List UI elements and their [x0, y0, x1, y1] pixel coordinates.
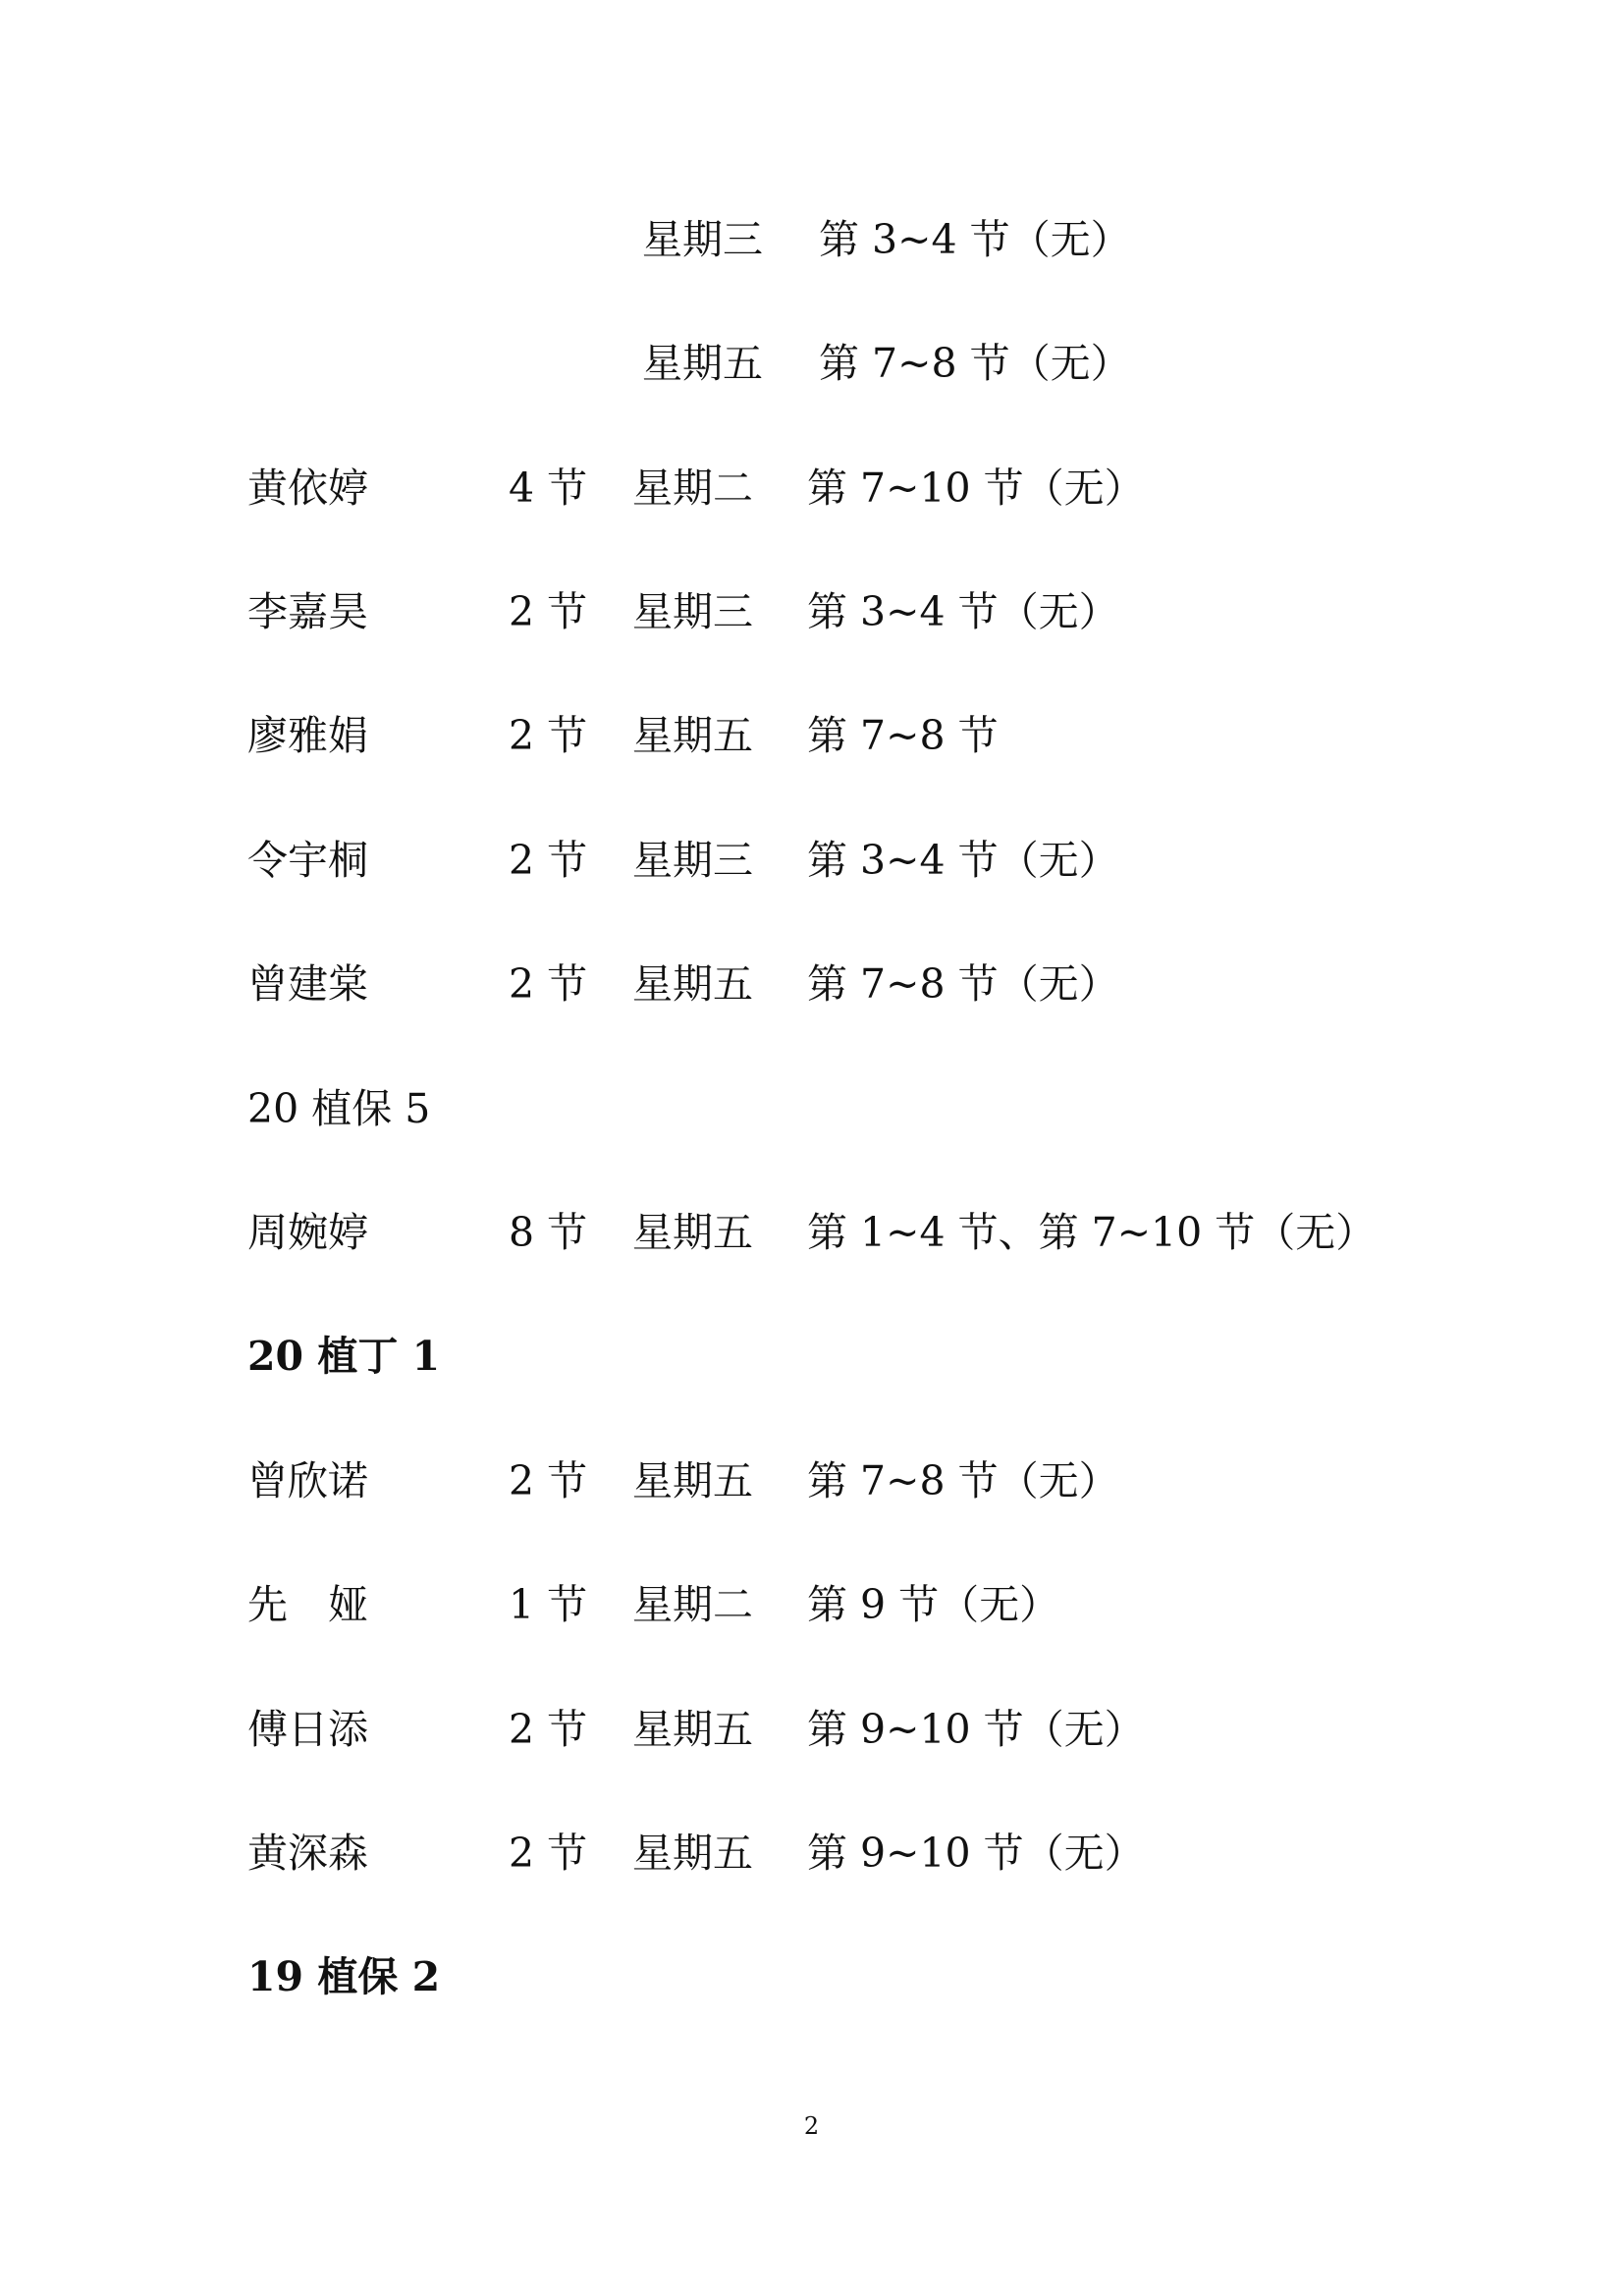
- continuation-day-2: 星期五: [642, 340, 763, 387]
- student-name: 先 娅: [247, 1581, 368, 1628]
- hours: 8 节: [509, 1209, 588, 1256]
- class-heading: 20 植保 5: [247, 1085, 431, 1132]
- student-name: 曾建棠: [247, 960, 368, 1008]
- periods: 第 7~8 节（无）: [807, 1457, 1119, 1504]
- student-name: 黄深森: [247, 1830, 368, 1877]
- weekday: 星期五: [632, 960, 753, 1008]
- periods: 第 7~8 节（无）: [807, 960, 1119, 1008]
- hours: 2 节: [509, 1457, 588, 1504]
- weekday: 星期三: [632, 837, 753, 884]
- periods: 第 1~4 节、第 7~10 节（无）: [807, 1209, 1377, 1256]
- student-name: 李嘉昊: [247, 588, 368, 635]
- periods: 第 7~8 节: [807, 712, 999, 759]
- page-number: 2: [803, 2112, 820, 2140]
- hours: 2 节: [509, 588, 588, 635]
- weekday: 星期五: [632, 1209, 753, 1256]
- periods: 第 3~4 节（无）: [807, 588, 1119, 635]
- hours: 4 节: [509, 465, 588, 512]
- weekday: 星期五: [632, 712, 753, 759]
- periods: 第 9~10 节（无）: [807, 1706, 1145, 1753]
- weekday: 星期三: [632, 588, 753, 635]
- hours: 2 节: [509, 960, 588, 1008]
- hours: 2 节: [509, 712, 588, 759]
- student-name: 黄依婷: [247, 465, 368, 512]
- hours: 1 节: [509, 1581, 588, 1628]
- class-heading: 19 植保 2: [247, 1953, 441, 2000]
- periods: 第 7~10 节（无）: [807, 465, 1145, 512]
- weekday: 星期五: [632, 1457, 753, 1504]
- periods: 第 9~10 节（无）: [807, 1830, 1145, 1877]
- weekday: 星期五: [632, 1830, 753, 1877]
- continuation-slot-2: 第 7~8 节（无）: [819, 340, 1131, 387]
- periods: 第 3~4 节（无）: [807, 837, 1119, 884]
- weekday: 星期二: [632, 1581, 753, 1628]
- hours: 2 节: [509, 1830, 588, 1877]
- class-heading: 20 植丁 1: [247, 1333, 441, 1380]
- student-name: 令宇桐: [247, 837, 368, 884]
- weekday: 星期二: [632, 465, 753, 512]
- student-name: 廖雅娟: [247, 712, 368, 759]
- continuation-slot-1: 第 3~4 节（无）: [819, 216, 1131, 263]
- student-name: 曾欣诺: [247, 1457, 368, 1504]
- weekday: 星期五: [632, 1706, 753, 1753]
- student-name: 周婉婷: [247, 1209, 368, 1256]
- continuation-day-1: 星期三: [642, 216, 763, 263]
- hours: 2 节: [509, 1706, 588, 1753]
- hours: 2 节: [509, 837, 588, 884]
- student-name: 傅日添: [247, 1706, 368, 1753]
- periods: 第 9 节（无）: [807, 1581, 1060, 1628]
